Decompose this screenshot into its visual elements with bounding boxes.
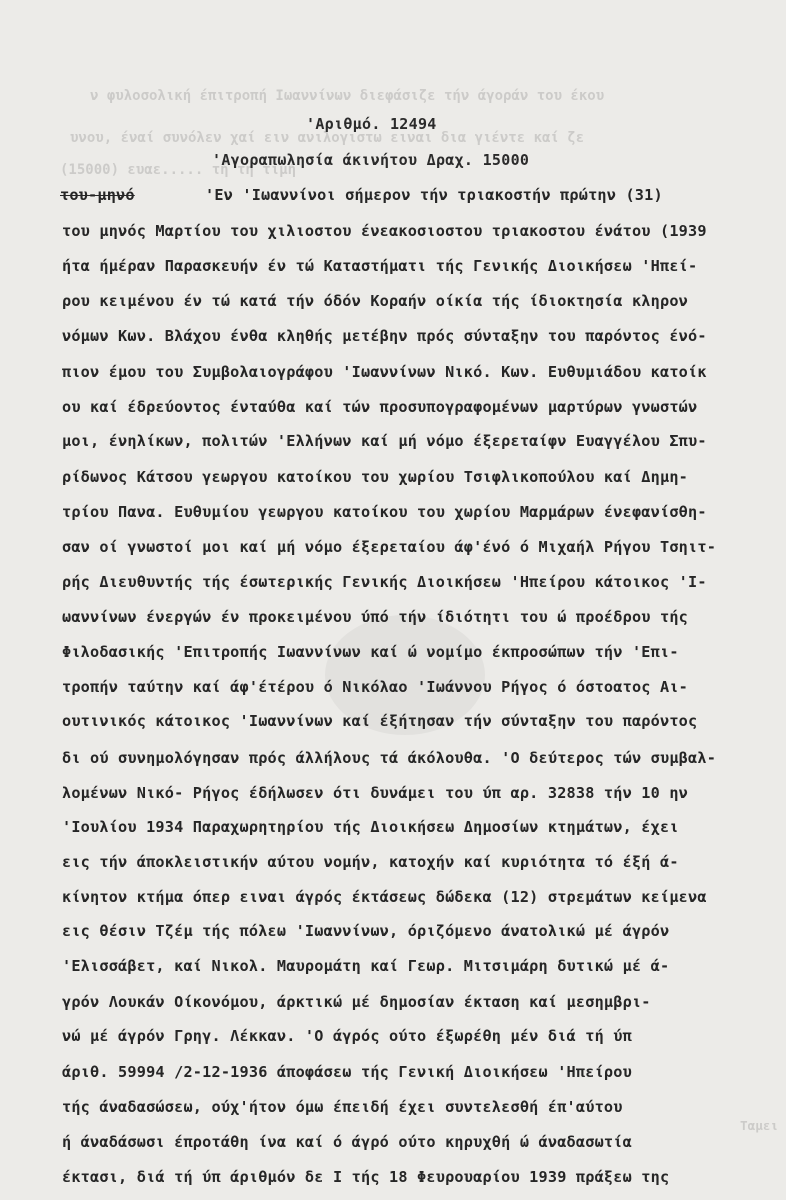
margin-note: του-μηνό: [60, 186, 135, 204]
text-line: πιον έμου του Συμβολαιογράφου 'Ιωαννίνων Νικό. Κων. Ευθυμιάδου κατοίκ: [62, 363, 707, 381]
text-line: κίνητον κτήμα όπερ ειναι άγρός έκτάσεως δώδεκα (12) στρεμάτων κείμενα: [62, 888, 707, 906]
text-line: ή άναδάσωσι έπροτάθη ίνα καί ό άγρό ούτο κηρυχθή ώ άναδασωτία: [62, 1133, 632, 1151]
text-line: ρου κειμένου έν τώ κατά τήν όδόν Κοραήν οίκία τής ίδιοκτησία κληρον: [62, 292, 689, 310]
text-line: του μηνός Μαρτίου του χιλιοστου ένεακοσιοστου τριακοστου ένάτου (1939: [62, 222, 707, 240]
document-title: 'Αγοραπωλησία άκινήτου Δραχ. 15000: [212, 151, 530, 169]
text-line: τρίου Πανα. Ευθυμίου γεωργου κατοίκου του χωρίου Μαρμάρων ένεφανίσθη-: [62, 503, 707, 521]
text-line: 'Ιουλίου 1934 Παραχωρητηρίου τής Διοικήσεω Δημοσίων κτημάτων, έχει: [62, 818, 679, 836]
bleed-through-line: υνου, έναί συνόλεν χαί ειν ανιλογιστω ειναι δια γιέντε καί ζε: [70, 130, 585, 146]
text-line: άριθ. 59994 /2-12-1936 άποφάσεω τής Γενική Διοικήσεω 'Ηπείρου: [62, 1063, 632, 1081]
text-line: 'Ελισσάβετ, καί Νικολ. Μαυρομάτη καί Γεωρ. Μιτσιμάρη δυτικώ μέ ά-: [62, 957, 670, 975]
text-line: Φιλοδασικής 'Επιτροπής Ιωαννίνων καί ώ νομίμο έκπροσώπων τήν 'Επι-: [62, 643, 679, 661]
text-line: ωαννίνων ένεργών έν προκειμένου ύπό τήν ίδιότητι του ώ προέδρου τής: [62, 608, 689, 626]
text-line: σαν οί γνωστοί μοι καί μή νόμο έξερεταίου άφ'ένό ό Μιχαήλ Ρήγου Τσηιτ-: [62, 538, 717, 556]
text-line: 'Εν 'Ιωαννίνοι σήμερον τήν τριακοστήν πρώτην (31): [205, 186, 663, 204]
document-number: 'Αριθμό. 12494: [306, 115, 437, 133]
text-line: ήτα ήμέραν Παρασκευήν έν τώ Καταστήματι τής Γενικής Διοικήσεω 'Ηπεί-: [62, 257, 698, 275]
text-line: μοι, ένηλίκων, πολιτών 'Ελλήνων καί μή νόμο έξερεταίφν Ευαγγέλου Σπυ-: [62, 432, 707, 450]
text-line: εις τήν άποκλειστικήν αύτου νομήν, κατοχήν καί κυριότητα τό έξή ά-: [62, 853, 679, 871]
text-line: τροπήν ταύτην καί άφ'έτέρου ό Νικόλαο 'Ιωάννου Ρήγος ό όστοατος Αι-: [62, 678, 689, 696]
text-line: έκτασι, διά τή ύπ άριθμόν δε Ι τής 18 Φευρουαρίου 1939 πράξεω της: [62, 1168, 670, 1186]
text-line: τής άναδασώσεω, ούχ'ήτον όμω έπειδή έχει συντελεσθή έπ'αύτου: [62, 1098, 623, 1116]
text-line: γρόν Λουκάν Οίκονόμου, άρκτικώ μέ δημοσίαν έκταση καί μεσημβρι-: [62, 993, 651, 1011]
text-line: ρής Διευθυντής τής έσωτερικής Γενικής Διοικήσεω 'Ηπείρου κάτοικος 'Ι-: [62, 573, 707, 591]
bleed-through-line: (15000) ευαε..... τή τη τιμή: [60, 162, 297, 178]
text-line: δι ού συνημολόγησαν πρός άλλήλους τά άκόλουθα. 'Ο δεύτερος τών συμβαλ-: [62, 749, 717, 767]
text-line: νώ μέ άγρόν Γρηγ. Λέκκαν. 'Ο άγρός ούτο έξωρέθη μέν διά τή ύπ: [62, 1027, 632, 1045]
text-line: εις θέσιν Τζέμ τής πόλεω 'Ιωαννίνων, όριζόμενο άνατολικώ μέ άγρόν: [62, 922, 670, 940]
text-line: νόμων Κων. Βλάχου ένθα κληθής μετέβην πρός σύνταξην του παρόντος ένό-: [62, 327, 707, 345]
bleed-through-line: ν φυλοσολική έπιτροπή Ιωαννίνων διεφάσιζε τήν άγοράν του έκου: [90, 88, 605, 104]
text-line: ου καί έδρεύοντος ένταύθα καί τών προσυπογραφομένων μαρτύρων γνωστών: [62, 398, 698, 416]
bleed-through-line: Ταμει: [740, 1118, 779, 1133]
text-line: λομένων Νικό- Ρήγος έδήλωσεν ότι δυνάμει του ύπ αρ. 32838 τήν 10 ην: [62, 784, 689, 802]
text-line: ουτινικός κάτοικος 'Ιωαννίνων καί έξήτησαν τήν σύνταξην του παρόντος: [62, 712, 698, 730]
text-line: ρίδωνος Κάτσου γεωργου κατοίκου του χωρίου Τσιφλικοπούλου καί Δημη-: [62, 468, 689, 486]
